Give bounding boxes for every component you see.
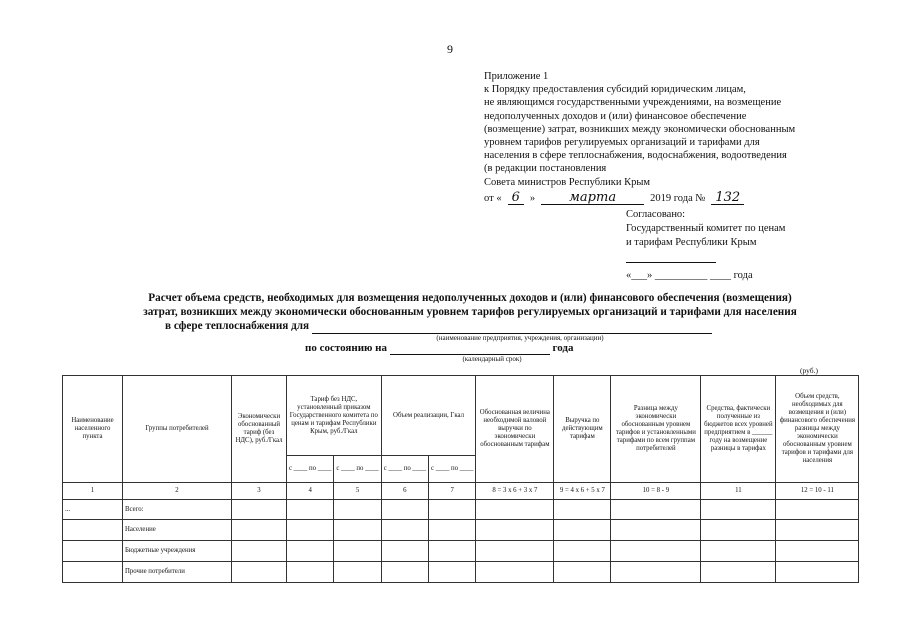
unit-label: (руб.) (800, 366, 818, 375)
annex-line: к Порядку предоставления субсидий юридическим лицам, (484, 84, 746, 96)
title-line: в сфере теплоснабжения для (165, 320, 310, 332)
col-header: Выручка по действующим тарифам (554, 376, 611, 483)
column-number: 7 (429, 483, 476, 500)
column-number: 1 (63, 483, 123, 500)
period-header: с ____ по ____ (287, 456, 334, 483)
date-caption: (календарный срок) (462, 355, 522, 363)
approval-line: Государственный комитет по ценам (626, 223, 786, 234)
annex-block (484, 70, 844, 205)
annex-line: не являющимся государственными учреждениями, на возмещение (484, 97, 782, 109)
column-number: 6 (381, 483, 428, 500)
column-number: 8 = 3 х 6 + 3 х 7 (476, 483, 554, 500)
column-number: 4 (287, 483, 334, 500)
title-line: Расчет объема средств, необходимых для возмещения недополученных доходов и (или) финансового обеспечения (возмещения) (148, 292, 792, 304)
table-row (63, 500, 859, 520)
annex-line: (в редакции постановления (484, 163, 607, 175)
column-number: 11 (701, 483, 776, 500)
column-number: 12 = 10 - 11 (776, 483, 859, 500)
column-number: 2 (123, 483, 232, 500)
annex-line: населения в сфере теплоснабжения, водоснабжения, водоотведения (484, 150, 787, 162)
period-header: с ____ по ____ (381, 456, 428, 483)
org-caption: (наименование предприятия, учреждения, организации) (436, 334, 604, 342)
org-fill-line (312, 319, 712, 334)
col-header: Группы потребителей (123, 376, 232, 483)
date-fill-line (390, 342, 550, 355)
annex-line: Приложение 1 (484, 71, 549, 82)
annex-line: уровнем тарифов регулируемых организаций и тарифами для (484, 137, 760, 149)
column-number: 9 = 4 х 6 + 5 х 7 (554, 483, 611, 500)
col-header: Объем реализации, Гкал (381, 376, 476, 456)
col-header: Наименование населенного пункта (63, 376, 123, 483)
column-number: 5 (334, 483, 381, 500)
consumer-group-cell: Бюджетные учреждения (123, 541, 232, 562)
consumer-group-cell: Всего: (123, 500, 232, 520)
approval-date: «___» __________ ____ года (626, 270, 753, 281)
date-prefix: от « (484, 192, 502, 204)
settlement-cell: ... (63, 500, 123, 520)
handwritten-number: 132 (711, 191, 744, 205)
table-header-row (63, 376, 859, 456)
title-line: затрат, возникших между экономически обоснованным уровнем тарифов регулируемых организаций и тарифами для населения (143, 306, 797, 318)
as-of-label: по состоянию на (305, 342, 388, 354)
column-number: 3 (232, 483, 287, 500)
table-row (63, 541, 859, 562)
consumer-group-cell: Прочие потребители (123, 562, 232, 583)
column-number: 10 = 8 - 9 (611, 483, 701, 500)
document-title (70, 291, 870, 334)
approval-block (626, 208, 846, 283)
annex-line: недополученных доходов и (или) финансовое обеспечение (484, 110, 747, 122)
handwritten-month: марта (541, 191, 644, 205)
period-header: с ____ по ____ (429, 456, 476, 483)
period-header: с ____ по ____ (334, 456, 381, 483)
year-number-label: 2019 года № (650, 192, 706, 204)
col-header: Разница между экономически обоснованным уровнем тарифов и установленными тарифами по всем группам потребителей (611, 376, 701, 483)
col-header: Обоснованная величина необходимой валовой выручки по экономически обоснованным тарифам (476, 376, 554, 483)
date-quote: » (529, 192, 536, 204)
table-row (63, 520, 859, 541)
table-row (63, 562, 859, 583)
approval-line: и тарифам Республики Крым (626, 237, 757, 248)
consumer-group-cell: Население (123, 520, 232, 541)
col-header: Тариф без НДС, установленный приказом Государственного комитета по ценам и тарифам Республики Крым, руб./Гкал (287, 376, 382, 456)
col-header: Объем средств, необходимых для возмещения и (или) финансового обеспечения разницы между экономически обоснованным уровнем тарифов и тарифами для населения (776, 376, 859, 483)
as-of-year: года (552, 342, 574, 354)
col-header: Экономически обоснованный тариф (без НДС), руб./Гкал (232, 376, 287, 483)
annex-line: Совета министров Республики Крым (484, 176, 651, 188)
column-number-row (63, 483, 859, 500)
as-of-line (305, 342, 574, 355)
page-number: 9 (447, 42, 453, 56)
signature-line (626, 250, 716, 263)
handwritten-day: 6 (508, 191, 524, 205)
annex-line: (возмещение) затрат, возникших между экономически обоснованным (484, 123, 796, 135)
col-header: Средства, фактически полученные из бюджетов всех уровней предприятием в ______ году на возмещение разницы в тарифах (701, 376, 776, 483)
calculation-table (62, 375, 859, 583)
approval-line: Согласовано: (626, 209, 686, 220)
decree-date-line (484, 191, 844, 205)
